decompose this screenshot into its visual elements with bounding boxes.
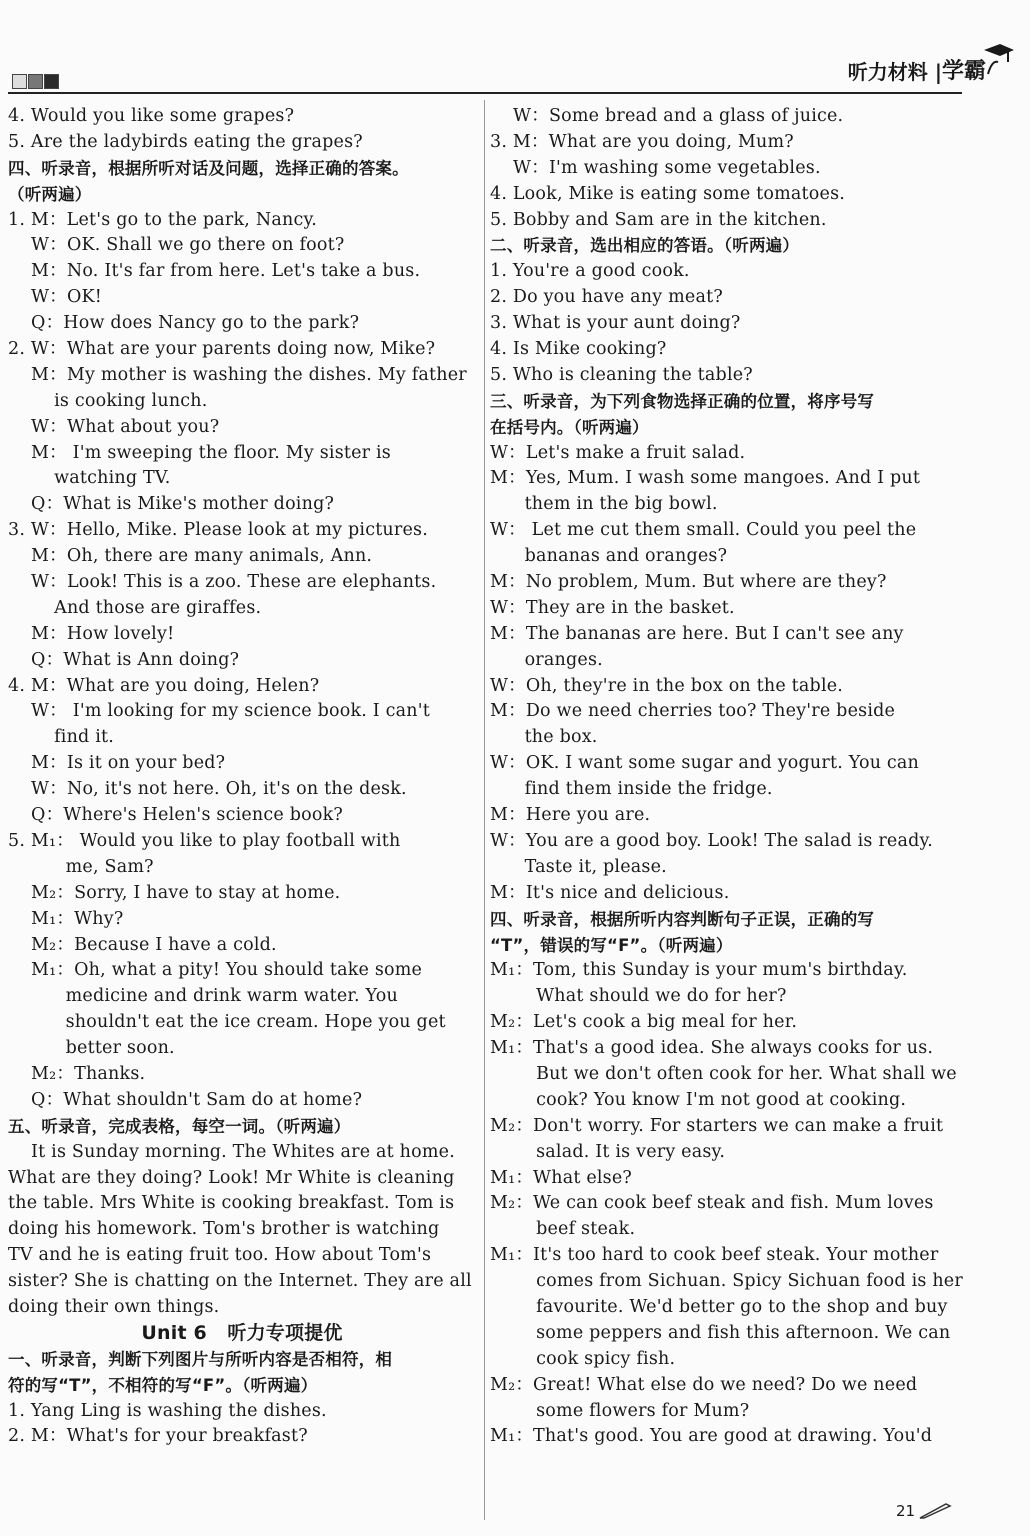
text-line: M₂：We can cook beef steak and fish. Mum loves [490, 1193, 934, 1214]
section-heading: 三、听录音，为下列食物选择正确的位置，将序号写 [490, 391, 875, 411]
square-light-icon [12, 74, 27, 89]
text-line: But we don't often cook for her. What shall we [490, 1063, 957, 1084]
grad-cap-icon [982, 42, 1016, 78]
text-line: 5. Who is cleaning the table? [490, 364, 753, 385]
text-line: 2. Do you have any meat? [490, 287, 723, 308]
text-line: me, Sam? [8, 856, 154, 877]
text-line: M：It's nice and delicious. [490, 882, 730, 903]
text-line: TV and he is eating fruit too. How about Tom's [8, 1245, 432, 1266]
text-line: （听两遍） [8, 184, 92, 204]
text-line: Q：What is Ann doing? [8, 649, 240, 670]
text-line: 3. W：Hello, Mike. Please look at my pictures. [8, 520, 428, 541]
text-line: M：Here you are. [490, 805, 651, 826]
text-line: W：OK. Shall we go there on foot? [8, 235, 345, 256]
text-line: M₂：Great! What else do we need? Do we need [490, 1374, 918, 1395]
text-line: Q：Where's Helen's science book? [8, 805, 343, 826]
unit-heading: Unit 6 听力专项提优 [141, 1321, 343, 1344]
text-line: M₁：Why? [8, 908, 124, 929]
text-line: 1. Yang Ling is washing the dishes. [8, 1400, 327, 1421]
text-line: W：You are a good boy. Look! The salad is ready. [490, 830, 934, 851]
header-title-text: 听力材料 [847, 60, 928, 84]
column-divider [484, 100, 485, 1520]
text-line: M： I'm sweeping the floor. My sister is [8, 442, 391, 463]
text-line: 1. You're a good cook. [490, 261, 690, 282]
text-line: “T”，错误的写“F”。（听两遍） [490, 935, 733, 955]
text-line: M₁：That's a good idea. She always cooks for us. [490, 1038, 934, 1059]
text-line: M₂：Let's cook a big meal for her. [490, 1012, 798, 1033]
text-line: M₂：Sorry, I have to stay at home. [8, 882, 341, 903]
text-line: W：Oh, they're in the box on the table. [490, 675, 844, 696]
section-heading: 四、听录音，根据所听对话及问题，选择正确的答案。 [8, 158, 409, 178]
text-line: W： I'm looking for my science book. I can't [8, 701, 431, 722]
text-line: M₂：Because I have a cold. [8, 934, 277, 955]
text-line: And those are giraffes. [8, 597, 262, 618]
text-line: favourite. We'd better go to the shop and buy [490, 1296, 948, 1317]
text-line: salad. It is very easy. [490, 1141, 726, 1162]
text-line: beef steak. [490, 1219, 636, 1240]
text-line: 5. Are the ladybirds eating the grapes? [8, 131, 363, 152]
text-line: M：Oh, there are many animals, Ann. [8, 546, 373, 567]
section-heading: 四、听录音，根据所听内容判断句子正误，正确的写 [490, 909, 875, 929]
text-line: M：No problem, Mum. But where are they? [490, 572, 887, 593]
page-number: 21 [896, 1502, 916, 1520]
text-line: M：Yes, Mum. I wash some mangoes. And I put [490, 468, 921, 489]
text-line: 在括号内。（听两遍） [490, 417, 649, 437]
page-header [0, 0, 1030, 100]
text-line: W：Look! This is a zoo. These are elephants. [8, 572, 437, 593]
text-line: 符的写“T”，不相符的写“F”。（听两遍） [8, 1375, 318, 1395]
text-line: 2. W：What are your parents doing now, Mike? [8, 339, 436, 360]
text-line: them in the big bowl. [490, 494, 718, 515]
text-line: 4. Would you like some grapes? [8, 106, 295, 126]
text-line: oranges. [490, 649, 603, 670]
text-line: W： Let me cut them small. Could you peel the [490, 520, 917, 541]
text-line: better soon. [8, 1038, 175, 1059]
text-line: Q：What shouldn't Sam do at home? [8, 1089, 363, 1110]
text-line: M₁：What else? [490, 1167, 632, 1188]
text-line: 2. M：What's for your breakfast? [8, 1426, 308, 1447]
text-line: find them inside the fridge. [490, 779, 773, 800]
pen-icon [916, 1500, 956, 1520]
text-line: Q：How does Nancy go to the park? [8, 313, 360, 334]
square-dark-icon [44, 74, 59, 89]
text-line: shouldn't eat the ice cream. Hope you get [8, 1012, 446, 1033]
text-line: M₁：That's good. You are good at drawing. You'd [490, 1426, 933, 1447]
header-brand: 学霸 [941, 59, 986, 84]
section-heading: 一、听录音，判断下列图片与所听内容是否相符，相 [8, 1349, 393, 1369]
text-line: cook? You know I'm not good at cooking. [490, 1089, 907, 1110]
text-line: M：Is it on your bed? [8, 753, 226, 774]
section-heading: 五、听录音，完成表格，每空一词。（听两遍） [8, 1116, 351, 1136]
text-line: watching TV. [8, 468, 171, 489]
text-line: 5. M₁： Would you like to play football with [8, 830, 401, 851]
text-line: 5. Bobby and Sam are in the kitchen. [490, 209, 827, 230]
text-line: Q：What is Mike's mother doing? [8, 494, 335, 515]
header-title [848, 56, 942, 85]
text-line: W：Some bread and a glass of juice. [490, 106, 844, 126]
text-line: 4. Look, Mike is eating some tomatoes. [490, 183, 846, 204]
text-line: M：My mother is washing the dishes. My father [8, 364, 467, 385]
right-column [490, 104, 966, 1450]
text-line: some flowers for Mum? [490, 1400, 750, 1421]
text-line: cook spicy fish. [490, 1348, 676, 1369]
text-line: Taste it, please. [490, 856, 667, 877]
text-line: 4. Is Mike cooking? [490, 339, 667, 360]
text-line: doing his homework. Tom's brother is watching [8, 1219, 440, 1240]
text-line: It is Sunday morning. The Whites are at home. [8, 1141, 455, 1162]
square-mid-icon [28, 74, 43, 89]
text-line: W：Let's make a fruit salad. [490, 442, 746, 463]
header-separator: | [934, 60, 942, 84]
text-line: W：OK! [8, 287, 102, 308]
text-line: bananas and oranges? [490, 546, 728, 567]
text-line: What are they doing? Look! Mr White is cleaning [8, 1167, 455, 1188]
text-line: 3. M：What are you doing, Mum? [490, 131, 794, 152]
text-line: M₁：It's too hard to cook beef steak. Your mother [490, 1245, 939, 1266]
text-line: M：Do we need cherries too? They're beside [490, 701, 896, 722]
text-line: doing their own things. [8, 1296, 220, 1317]
text-line: W：OK. I want some sugar and yogurt. You can [490, 753, 920, 774]
text-line: W：I'm washing some vegetables. [490, 157, 821, 178]
text-line: What should we do for her? [490, 986, 787, 1007]
text-line: the box. [490, 727, 598, 748]
text-line: M：How lovely! [8, 623, 175, 644]
text-line: M：The bananas are here. But I can't see any [490, 623, 904, 644]
text-line: is cooking lunch. [8, 390, 208, 411]
left-column [8, 104, 476, 1450]
section-heading: 二、听录音，选出相应的答语。（听两遍） [490, 236, 800, 256]
text-line: comes from Sichuan. Spicy Sichuan food is her [490, 1271, 963, 1292]
header-rule [8, 92, 962, 94]
text-line: M₂：Don't worry. For starters we can make a fruit [490, 1115, 944, 1136]
text-line: 3. What is your aunt doing? [490, 313, 741, 334]
text-line: M₁：Oh, what a pity! You should take some [8, 960, 423, 981]
text-line: M₂：Thanks. [8, 1063, 146, 1084]
text-line: M：No. It's far from here. Let's take a bus. [8, 261, 421, 282]
text-line: 1. M：Let's go to the park, Nancy. [8, 209, 317, 230]
text-line: W：No, it's not here. Oh, it's on the desk. [8, 779, 407, 800]
text-line: W：What about you? [8, 416, 220, 437]
text-line: sister? She is chatting on the Internet. They are all [8, 1271, 472, 1292]
text-line: M₁：Tom, this Sunday is your mum's birthday. [490, 960, 908, 981]
text-line: some peppers and fish this afternoon. We can [490, 1322, 951, 1343]
text-line: the table. Mrs White is cooking breakfast. Tom is [8, 1193, 455, 1214]
text-line: find it. [8, 727, 115, 748]
text-line: 4. M：What are you doing, Helen? [8, 675, 320, 696]
text-line: W：They are in the basket. [490, 597, 735, 618]
text-line: medicine and drink warm water. You [8, 986, 398, 1007]
